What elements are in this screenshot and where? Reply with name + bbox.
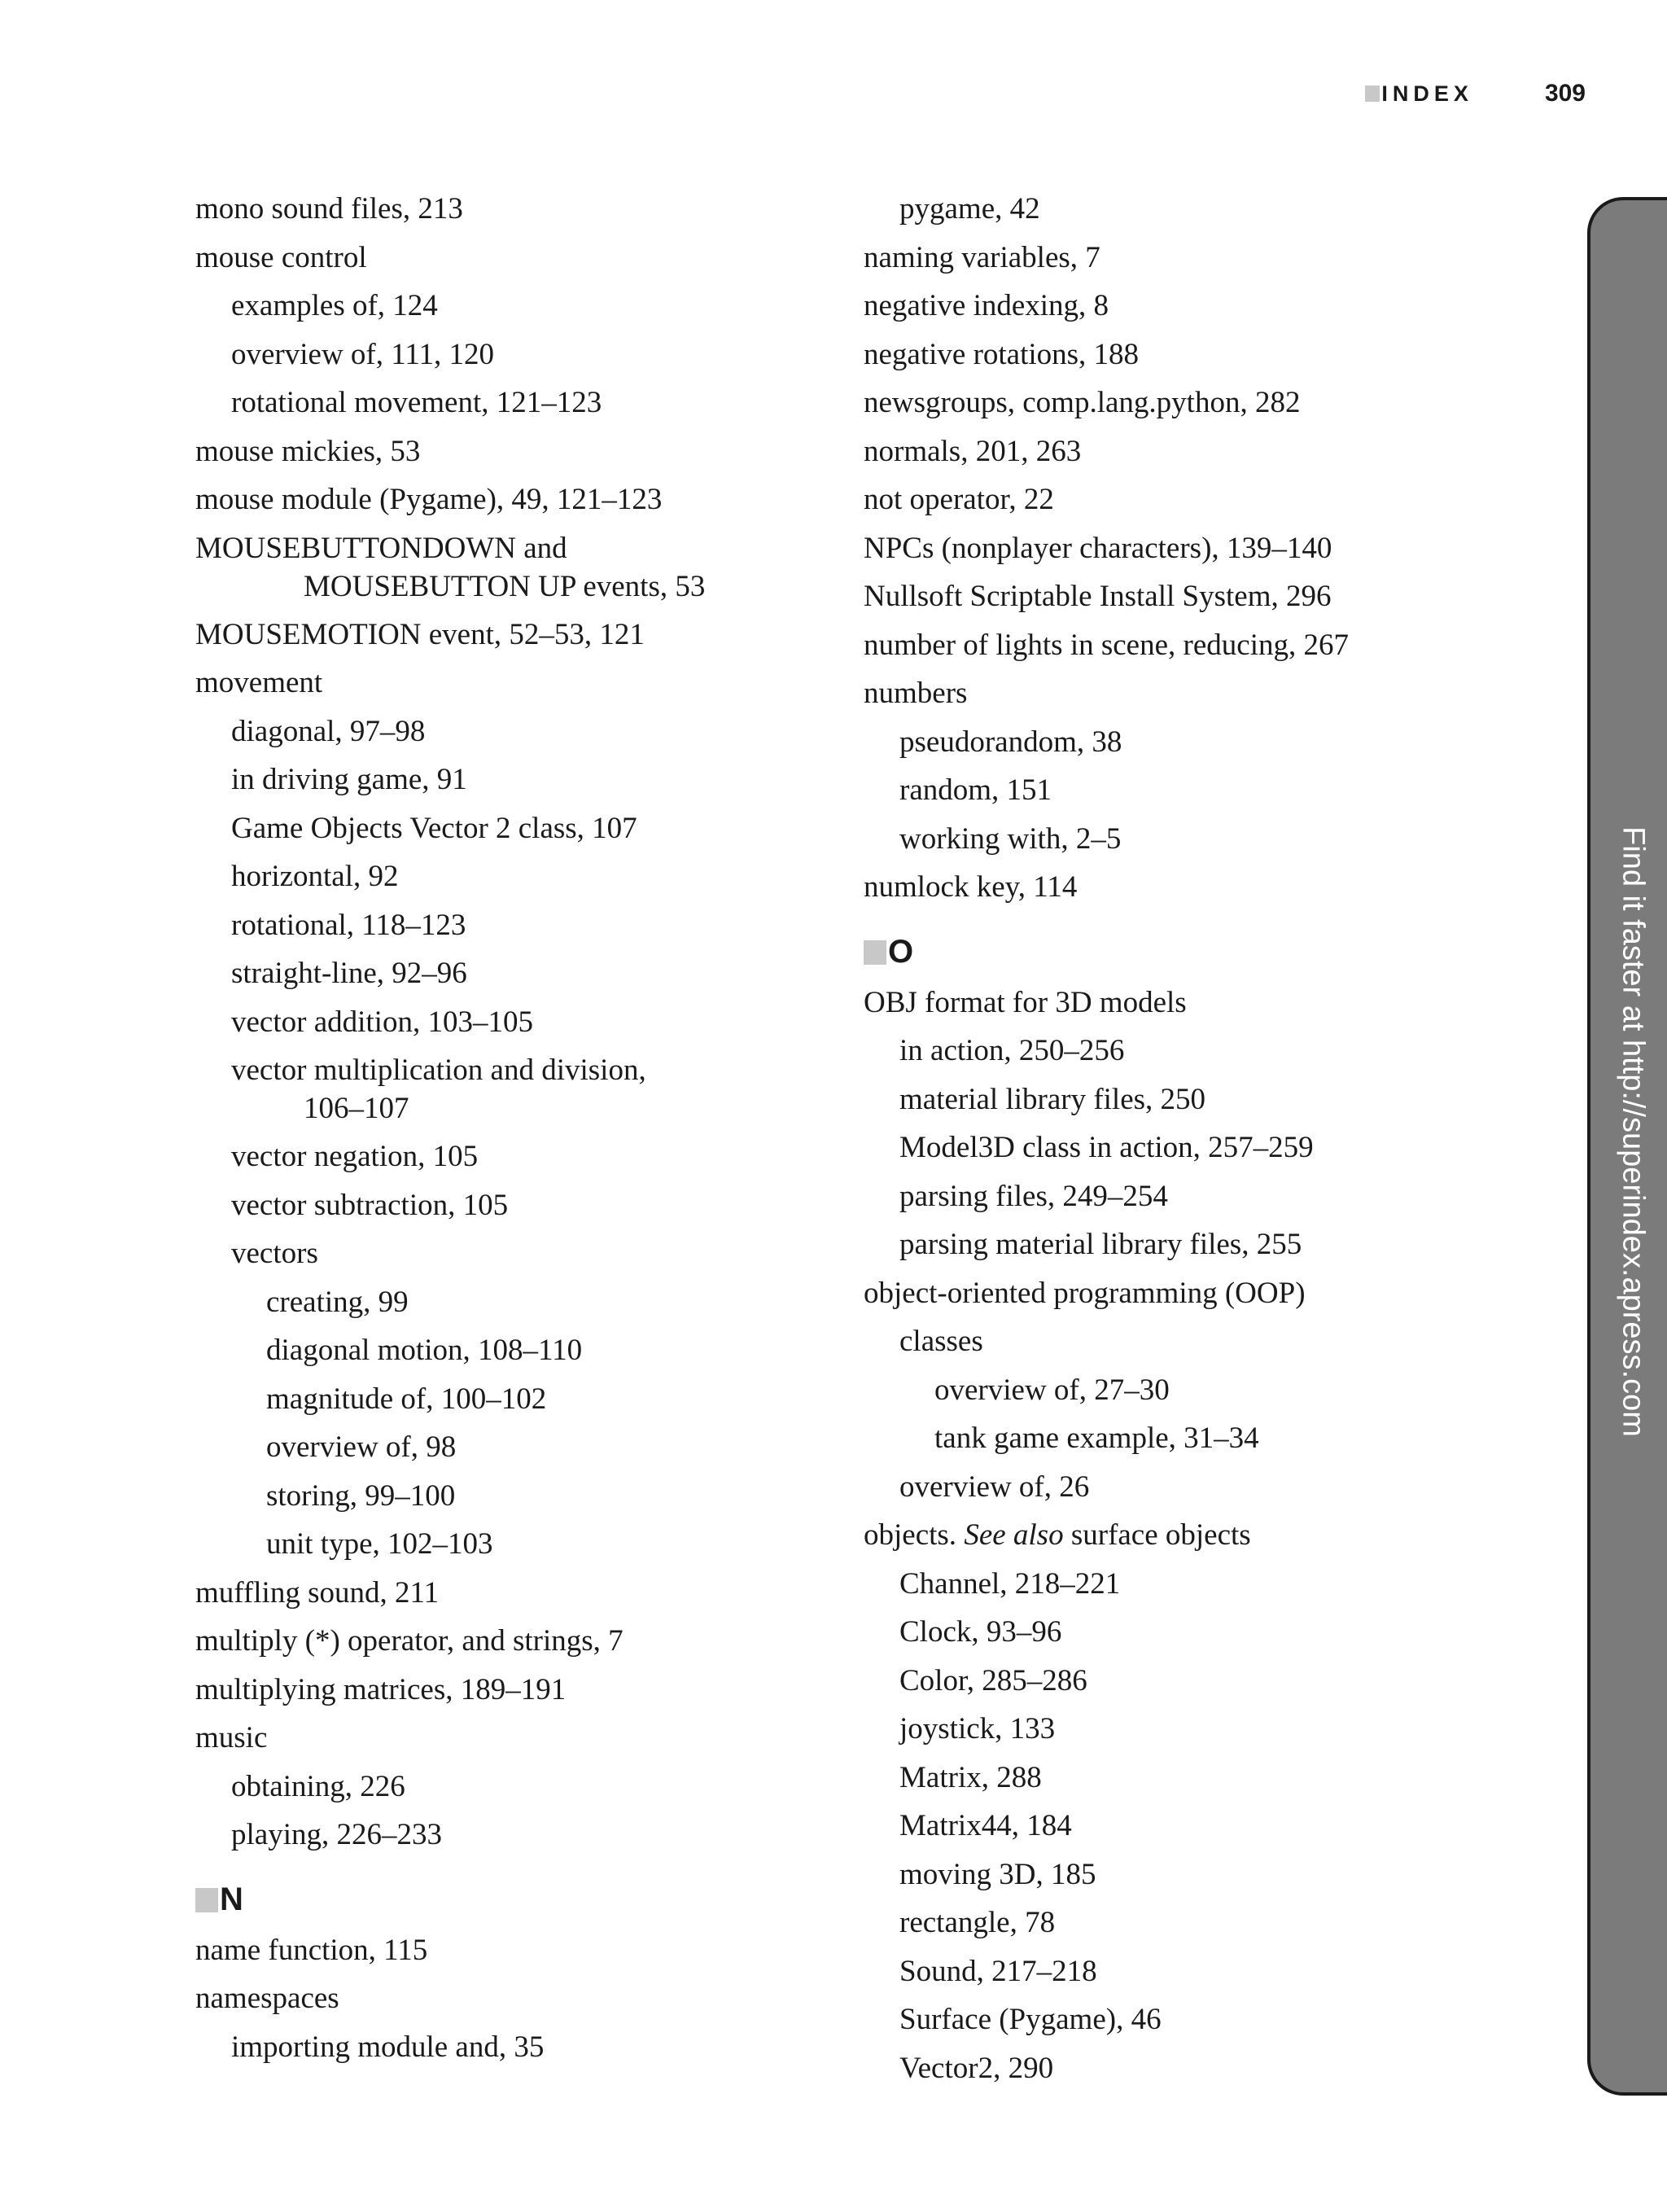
index-subentry: pygame, 42 [899, 192, 1040, 226]
index-entry: newsgroups, comp.lang.python, 282 [864, 386, 1301, 419]
index-subsubentry: tank game example, 31–34 [934, 1421, 1259, 1455]
index-entry: object-oriented programming (OOP) [864, 1276, 1306, 1310]
index-entry: mono sound files, 213 [195, 192, 463, 226]
index-subentry: joystick, 133 [899, 1712, 1056, 1746]
index-entry: OBJ format for 3D models [864, 985, 1187, 1019]
index-entry: negative indexing, 8 [864, 289, 1109, 322]
index-subentry: working with, 2–5 [899, 821, 1122, 856]
index-subentry: Model3D class in action, 257–259 [899, 1131, 1314, 1164]
index-subentry: vector subtraction, 105 [231, 1188, 509, 1222]
index-subentry: pseudorandom, 38 [899, 725, 1122, 759]
index-entry: numbers [864, 677, 968, 710]
index-subsubentry: overview of, 98 [266, 1430, 457, 1464]
index-subentry: Sound, 217–218 [899, 1954, 1097, 1988]
index-entry: multiplying matrices, 189–191 [195, 1672, 567, 1706]
index-subentry: horizontal, 92 [231, 860, 399, 893]
index-entry-continuation: MOUSEBUTTON UP events, 53 [304, 569, 706, 603]
letter-marker [864, 940, 886, 965]
index-subentry: Matrix, 288 [899, 1760, 1042, 1794]
index-entry [195, 524, 847, 611]
index-subentry: Channel, 218–221 [899, 1566, 1121, 1601]
index-entry: numlock key, 114 [864, 870, 1078, 904]
index-subsubentry: storing, 99–100 [266, 1478, 456, 1513]
page-number: 309 [1544, 80, 1586, 107]
index-entry: not operator, 22 [864, 483, 1054, 516]
index-subsubentry: creating, 99 [266, 1285, 409, 1319]
index-subsubentry: overview of, 27–30 [934, 1373, 1170, 1407]
index-subentry: moving 3D, 185 [899, 1857, 1096, 1891]
index-entry-text: objects. [864, 1518, 965, 1552]
index-entry: number of lights in scene, reducing, 267 [864, 628, 1349, 662]
index-entry-text: vector multiplication and division, [231, 1053, 646, 1087]
index-subentry: importing module and, 35 [231, 2030, 545, 2064]
index-entry-see-also [864, 1511, 1531, 1560]
index-entry: name function, 115 [195, 1933, 428, 1967]
index-entry: mouse module (Pygame), 49, 121–123 [195, 483, 663, 516]
index-entry: multiply (*) operator, and strings, 7 [195, 1624, 623, 1658]
letter-heading-text: N [220, 1881, 243, 1917]
letter-heading-n [195, 1874, 847, 1926]
index-subentry: parsing material library files, 255 [899, 1228, 1302, 1261]
index-subentry: material library files, 250 [899, 1082, 1206, 1116]
index-subentry: parsing files, 249–254 [899, 1179, 1168, 1213]
section-title: INDEX [1381, 81, 1473, 106]
index-subentry: rotational, 118–123 [231, 908, 466, 942]
index-subentry: Clock, 93–96 [899, 1615, 1062, 1649]
letter-heading-o [864, 926, 1531, 979]
index-subsubentry: magnitude of, 100–102 [266, 1382, 547, 1416]
index-subentry: rectangle, 78 [899, 1906, 1056, 1939]
index-entry: negative rotations, 188 [864, 337, 1140, 371]
index-subentry: Matrix44, 184 [899, 1809, 1072, 1842]
index-entry-text: MOUSEBUTTONDOWN and [195, 531, 567, 565]
index-entry: MOUSEMOTION event, 52–53, 121 [195, 617, 645, 651]
index-subentry: vectors [231, 1237, 318, 1270]
index-subentry: straight-line, 92–96 [231, 957, 467, 990]
left-index-column [195, 185, 847, 2071]
index-entry: music [195, 1721, 268, 1754]
index-subsubentry: unit type, 102–103 [266, 1527, 493, 1561]
index-entry: normals, 201, 263 [864, 434, 1082, 468]
index-subentry: playing, 226–233 [231, 1818, 442, 1851]
letter-marker [195, 1888, 218, 1912]
letter-heading-text: O [888, 934, 914, 970]
index-subentry: vector addition, 103–105 [231, 1005, 533, 1039]
index-entry: naming variables, 7 [864, 240, 1100, 274]
index-subentry: Color, 285–286 [899, 1663, 1087, 1697]
see-also-target: surface objects [1063, 1518, 1251, 1552]
index-subentry: overview of, 111, 120 [231, 337, 494, 371]
index-subentry: rotational movement, 121–123 [231, 386, 602, 419]
section-marker [1365, 85, 1380, 102]
index-subentry: Game Objects Vector 2 class, 107 [231, 811, 637, 845]
right-index-column [864, 185, 1531, 2092]
index-subentry: overview of, 26 [899, 1470, 1090, 1504]
index-entry-continuation: 106–107 [304, 1092, 409, 1125]
index-subentry [195, 1046, 847, 1132]
index-entry: muffling sound, 211 [195, 1575, 440, 1610]
index-subentry: obtaining, 226 [231, 1769, 405, 1803]
index-subentry: examples of, 124 [231, 289, 438, 322]
index-subentry: Surface (Pygame), 46 [899, 2003, 1162, 2036]
running-header [1365, 77, 1586, 110]
index-entry: mouse mickies, 53 [195, 434, 421, 468]
index-subentry: diagonal, 97–98 [231, 714, 426, 748]
see-also-label: See also [964, 1518, 1064, 1552]
index-subentry: vector negation, 105 [231, 1140, 479, 1173]
index-subentry: in driving game, 91 [231, 763, 467, 796]
index-entry: NPCs (nonplayer characters), 139–140 [864, 531, 1332, 565]
index-entry: namespaces [195, 1982, 339, 2015]
index-subsubentry: diagonal motion, 108–110 [266, 1334, 583, 1367]
index-subentry: Vector2, 290 [899, 2051, 1054, 2085]
side-tab-text: Find it faster at http://superindex.apress.com [1616, 826, 1651, 1437]
index-entry: movement [195, 666, 323, 699]
index-subentry: classes [899, 1325, 983, 1358]
index-entry: Nullsoft Scriptable Install System, 296 [864, 580, 1332, 613]
index-entry: mouse control [195, 240, 367, 274]
index-subentry: random, 151 [899, 773, 1052, 807]
index-subentry: in action, 250–256 [899, 1034, 1125, 1067]
